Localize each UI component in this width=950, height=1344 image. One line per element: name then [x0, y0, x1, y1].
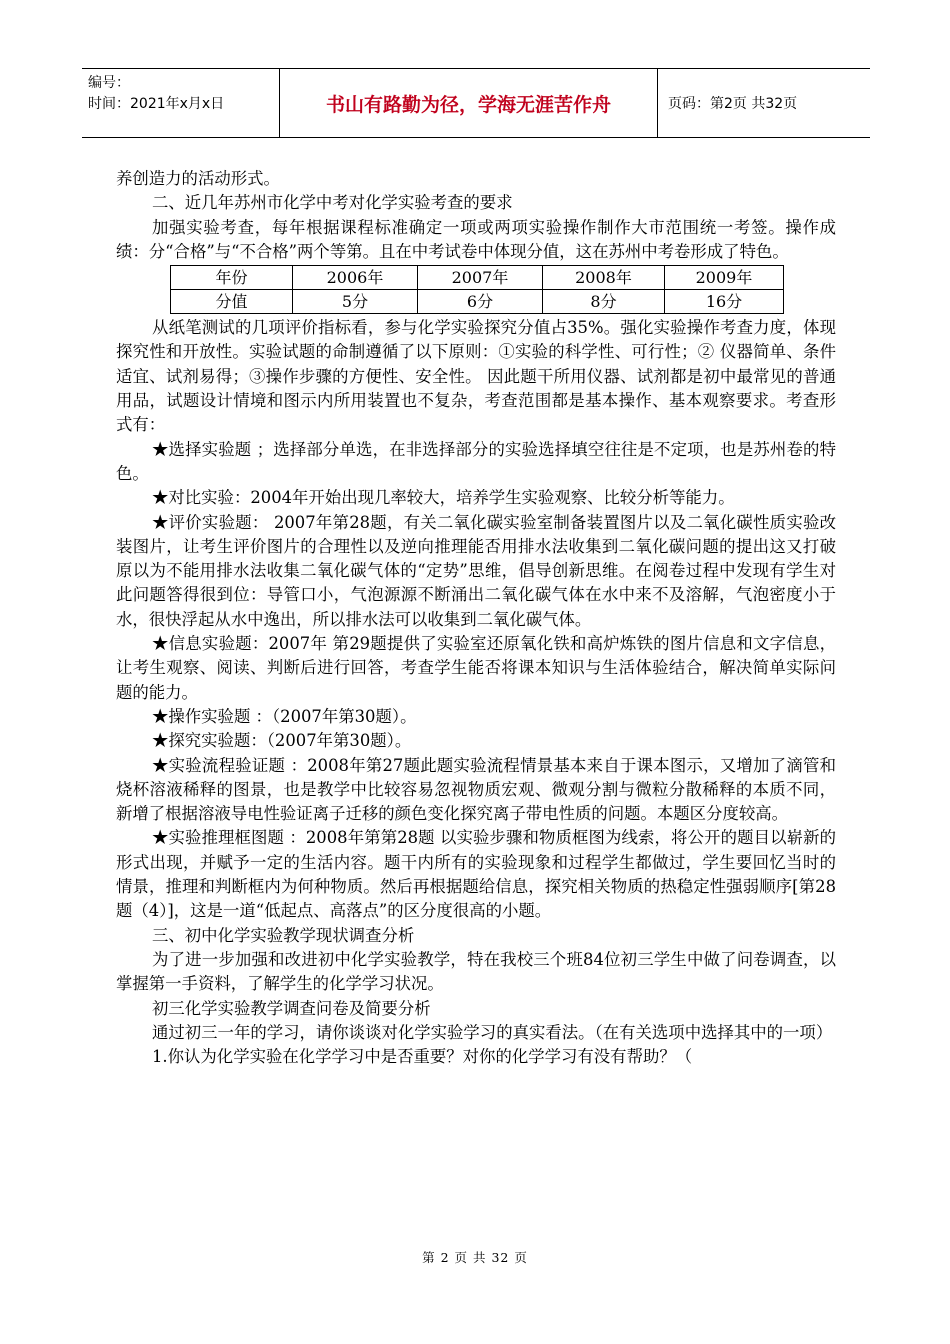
table-header-cell: 2008年 — [543, 266, 665, 290]
paragraph: 养创造力的活动形式。 — [116, 169, 280, 188]
table-cell: 16分 — [665, 290, 784, 314]
list-item: ★信息实验题：2007年 第29题提供了实验室还原氧化铁和高炉炼铁的图片信息和文字信息，让考生观察、阅读、判断后进行回答，考查学生能否将课本知识与生活体验结合，解决简单实际问题的能力。 — [116, 634, 836, 702]
table-cell: 6分 — [418, 290, 543, 314]
paragraph: 从纸笔测试的几项评价指标看，参与化学实验探究分值占35%。强化实验操作考查力度，体现探究性和开放性。实验试题的命制遵循了以下原则：①实验的科学性、可行性；② 仪器简单、条件适宜、试剂易得；③操作步骤的方便性、安全性。 因此题干所用仪器、试剂都是初中最常见的普通用品，试题设计情境和图示内所用装置也不复杂，考查范围都是基本操作、基本观察要求。考查形式有： — [116, 318, 836, 435]
table-row — [171, 266, 784, 290]
table-header-cell: 年份 — [171, 266, 293, 290]
section-heading: 三、初中化学实验教学现状调查分析 — [152, 925, 415, 945]
table-cell: 8分 — [543, 290, 665, 314]
paragraph: 为了进一步加强和改进初中化学实验教学，特在我校三个班84位初三学生中做了问卷调查，以掌握第一手资料，了解学生的化学学习状况。 — [116, 949, 836, 994]
header-page-label: 页码：第2页 共32页 — [668, 96, 798, 112]
date-label: 时间：2021年x月x日 — [88, 96, 225, 112]
list-item: ★探究实验题：（2007年第30题）。 — [152, 731, 412, 751]
table-cell: 分值 — [171, 290, 293, 314]
table-header-cell: 2007年 — [418, 266, 543, 290]
number-label: 编号： — [88, 75, 130, 91]
document-body — [116, 167, 836, 1069]
page-footer: 第 2 页 共 32 页 — [422, 1250, 528, 1265]
question: 1.你认为化学实验在化学学习中是否重要？对你的化学学习有没有帮助？（ — [152, 1047, 693, 1067]
subheading: 初三化学实验教学调查问卷及简要分析 — [152, 998, 431, 1018]
score-table — [170, 265, 784, 314]
table-row — [171, 290, 784, 314]
list-item: ★选择实验题 ；选择部分单选，在非选择部分的实验选择填空往往是不定项，也是苏州卷的特色。 — [116, 439, 836, 483]
table-header-cell: 2006年 — [293, 266, 418, 290]
list-item: ★实验流程验证题 ：2008年第27题此题实验流程情景基本来自于课本图示，又增加了滴管和烧杯溶液稀释的图景，也是教学中比较容易忽视物质宏观、微观分割与微粒分散稀释的本质不同，新增了根据溶液导电性验证离子迁移的颜色变化探究离子带电性质的问题。本题区分度较高。 — [116, 755, 836, 824]
page-header — [82, 68, 870, 138]
section-heading: 二、近几年苏州市化学中考对化学实验考查的要求 — [152, 193, 513, 213]
paragraph: 加强实验考查，每年根据课程标准确定一项或两项实验操作制作大市范围统一考签。操作成绩：分“合格”与“不合格”两个等第。且在中考试卷中体现分值，这在苏州中考卷形成了特色。 — [116, 217, 836, 261]
header-motto: 书山有路勤为径，学海无涯苦作舟 — [280, 69, 658, 137]
paragraph: 通过初三一年的学习，请你谈谈对化学实验学习的真实看法。（在有关选项中选择其中的一项） — [152, 1022, 833, 1042]
table-header-cell: 2009年 — [665, 266, 784, 290]
list-item: ★操作实验题 ：（2007年第30题）。 — [152, 706, 417, 726]
list-item: ★实验推理框图题 ：2008年第第28题 以实验步骤和物质框图为线索，将公开的题目以崭新的形式出现，并赋予一定的生活内容。题干内所有的实验现象和过程学生都做过，学生要回忆当时的情景，推理和判断框内为何种物质。然后再根据题给信息，探究相关物质的热稳定性强弱顺序[第28题（4）]，这是一道“低起点、高落点”的区分度很高的小题。 — [116, 828, 836, 921]
list-item: ★对比实验：2004年开始出现几率较大，培养学生实验观察、比较分析等能力。 — [152, 488, 735, 508]
table-cell: 5分 — [293, 290, 418, 314]
header-meta — [82, 69, 280, 137]
list-item: ★评价实验题： 2007年第28题，有关二氧化碳实验室制备装置图片以及二氧化碳性质实验改装图片，让考生评价图片的合理性以及逆向推理能否用排水法收集到二氧化碳问题的提出这又打破原以为不能用排水法收集二氧化碳气体的“定势”思维，倡导创新思维。在阅卷过程中发现有学生对此问题答得很到位：导管口小，气泡源源不断涌出二氧化碳气体在水中来不及溶解，气泡密度小于水，很快浮起从水中逸出，所以排水法可以收集到二氧化碳气体。 — [116, 512, 836, 629]
